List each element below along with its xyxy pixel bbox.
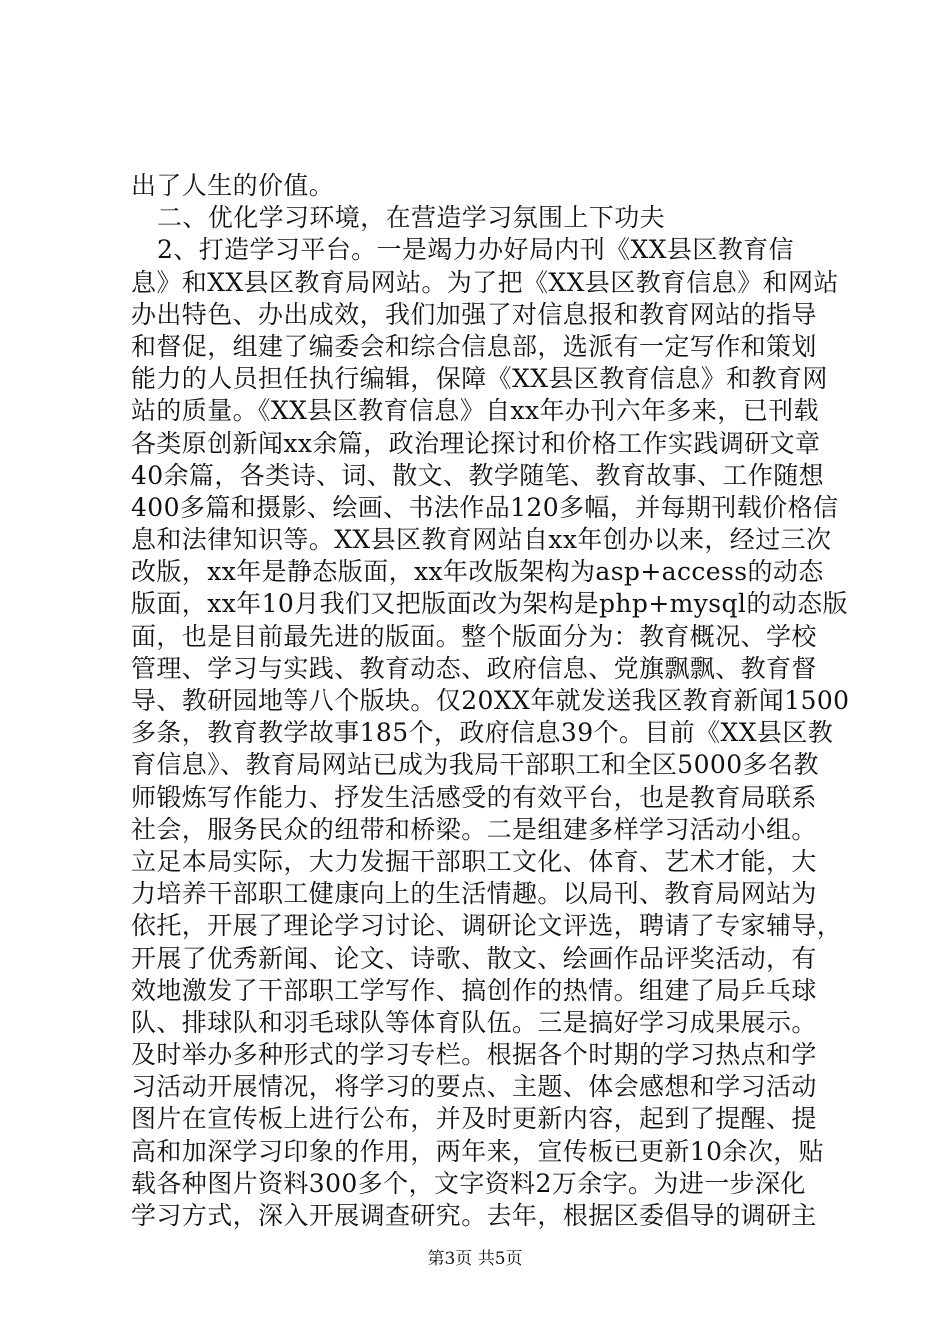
- text-line: 立足本局实际，大力发掘干部职工文化、体育、艺术才能，大: [131, 846, 817, 876]
- text-line: 能力的人员担任执行编辑，保障《XX县区教育信息》和教育网: [131, 364, 828, 394]
- text-line: 习活动开展情况，将学习的要点、主题、体会感想和学习活动: [131, 1072, 817, 1102]
- text-line: 站的质量。《XX县区教育信息》自xx年办刊六年多来，已刊载: [131, 396, 819, 426]
- text-line: 息和法律知识等。XX县区教育网站自xx年创办以来，经过三次: [131, 525, 832, 555]
- document-body: [131, 170, 850, 1232]
- text-line: 40余篇，各类诗、词、散文、教学随笔、教育故事、工作随想: [131, 460, 825, 490]
- text-line: 开展了优秀新闻、论文、诗歌、散文、绘画作品评奖活动，有: [131, 943, 817, 973]
- text-line: 学习方式，深入开展调查研究。去年，根据区委倡导的调研主: [131, 1201, 817, 1230]
- text-line: 载各种图片资料300多个，文字资料2万余字。为进一步深化: [131, 1168, 806, 1198]
- text-line: 出了人生的价值。: [131, 171, 335, 200]
- text-line: 400多篇和摄影、绘画、书法作品120多幅，并每期刊载价格信: [131, 492, 839, 522]
- text-line: 图片在宣传板上进行公布，并及时更新内容，起到了提醒、提: [131, 1104, 817, 1134]
- text-line: 办出特色、办出成效，我们加强了对信息报和教育网站的指导: [131, 299, 817, 329]
- text-line: 息》和XX县区教育局网站。为了把《XX县区教育信息》和网站: [131, 267, 839, 297]
- text-line: 和督促，组建了编委会和综合信息部，选派有一定写作和策划: [131, 331, 817, 361]
- text-line: 效地激发了干部职工学写作、搞创作的热情。组建了局乒乓球: [131, 975, 817, 1005]
- text-line: 及时举办多种形式的学习专栏。根据各个时期的学习热点和学: [131, 1040, 817, 1070]
- text-line: 高和加深学习印象的作用，两年来，宣传板已更新10余次，贴: [131, 1136, 825, 1166]
- section-heading: 二、优化学习环境，在营造学习氛围上下功夫: [157, 203, 666, 233]
- text-line: 力培养干部职工健康向上的生活情趣。以局刊、教育局网站为: [131, 879, 817, 909]
- text-line: 师锻炼写作能力、抒发生活感受的有效平台，也是教育局联系: [131, 782, 817, 812]
- page-footer: 第3页 共5页: [427, 1249, 523, 1269]
- text-line: 队、排球队和羽毛球队等体育队伍。三是搞好学习成果展示。: [131, 1007, 817, 1037]
- text-line: 社会，服务民众的纽带和桥梁。二是组建多样学习活动小组。: [131, 814, 817, 844]
- text-line: 管理、学习与实践、教育动态、政府信息、党旗飘飘、教育督: [131, 653, 817, 683]
- text-line: 育信息》、教育局网站已成为我局干部职工和全区5000多名教: [131, 750, 819, 780]
- text-line: 各类原创新闻xx余篇，政治理论探讨和价格工作实践调研文章: [131, 428, 821, 458]
- text-line: 依托，开展了理论学习讨论、调研论文评选，聘请了专家辅导，: [131, 911, 843, 941]
- text-line: 2、打造学习平台。一是竭力办好局内刊《XX县区教育信: [157, 235, 794, 265]
- text-line: 多条，教育教学故事185个，政府信息39个。目前《XX县区教: [131, 718, 834, 748]
- text-line: 面，也是目前最先进的版面。整个版面分为：教育概况、学校: [131, 621, 817, 651]
- text-line: 改版，xx年是静态版面，xx年改版架构为asp+access的动态: [131, 557, 824, 587]
- text-line: 导、教研园地等八个版块。仅20XX年就发送我区教育新闻1500: [131, 686, 850, 715]
- text-line: 版面，xx年10月我们又把版面改为架构是php+mysql的动态版: [131, 589, 848, 619]
